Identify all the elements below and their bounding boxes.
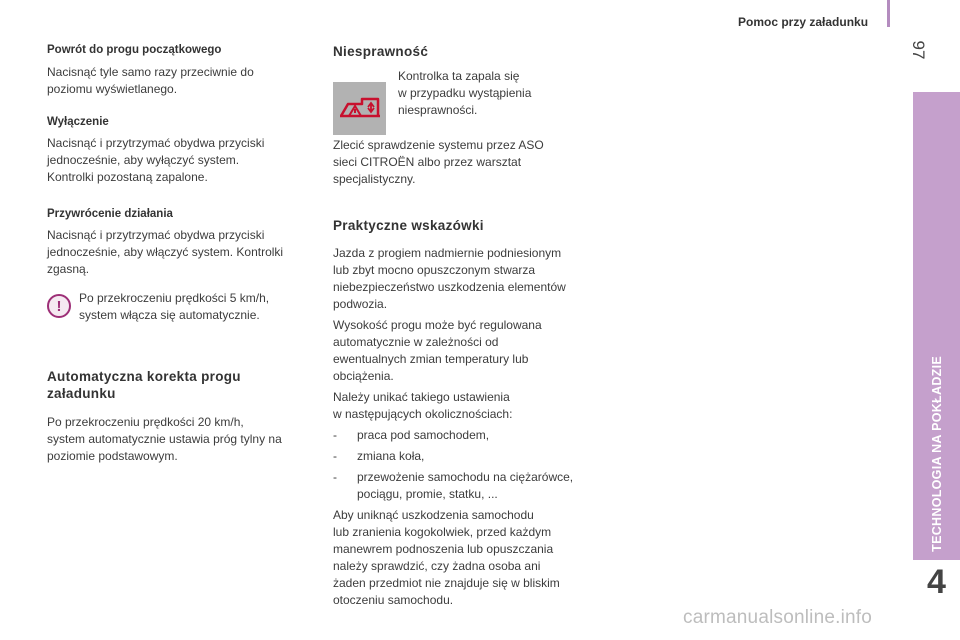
- text-line: Wysokość progu może być regulowana: [333, 318, 542, 332]
- vehicle-fault-icon: [333, 82, 386, 135]
- bullet-text: praca pod samochodem,: [357, 428, 490, 442]
- text-line: Kontrolka ta zapala się: [398, 69, 520, 83]
- text-line: poziomu wyświetlanego.: [47, 82, 178, 96]
- bullet-dash: -: [333, 470, 337, 484]
- text-line: lub zbyt mocno opuszczonym stwarza: [333, 263, 536, 277]
- text-line: jednocześnie, aby włączyć system. Kontrolki: [47, 245, 284, 259]
- header-divider: [887, 0, 890, 27]
- bullet-dash: -: [333, 428, 337, 442]
- page-number: 97: [909, 40, 928, 60]
- section-title-auto: [47, 368, 322, 402]
- text-line: Nacisnąć tyle samo razy przeciwnie do: [47, 65, 254, 79]
- tips-paragraph-1: [333, 245, 623, 313]
- text-line: Nacisnąć i przytrzymać obydwa przyciski: [47, 136, 265, 150]
- text-line: niebezpieczeństwo uszkodzenia elementów: [333, 280, 566, 294]
- title-line: Automatyczna korekta progu: [47, 369, 241, 384]
- text-line: Należy unikać takiego ustawienia: [333, 390, 510, 404]
- text-line: lub zranienia kogokolwiek, przed każdym: [333, 525, 552, 539]
- text-line: Po przekroczeniu prędkości 5 km/h,: [79, 291, 270, 305]
- chapter-tab-label-wrap: [913, 92, 960, 560]
- bullet-text: [357, 469, 573, 503]
- text-line: podwozia.: [333, 297, 388, 311]
- text-line: Aby uniknąć uszkodzenia samochodu: [333, 508, 534, 522]
- section-title-return: Powrót do progu początkowego: [47, 44, 222, 56]
- section-title-off: Wyłączenie: [47, 116, 109, 128]
- text-line: należy sprawdzić, czy żadna osoba ani: [333, 559, 541, 573]
- text-line: niesprawności.: [398, 103, 478, 117]
- text-line: otoczeniu samochodu.: [333, 593, 454, 607]
- section-text-auto: [47, 414, 322, 465]
- middle-column: [333, 43, 623, 609]
- info-note-text: [79, 290, 269, 324]
- list-item: [333, 448, 623, 465]
- tips-paragraph-4: [333, 507, 623, 609]
- list-item: [333, 427, 623, 444]
- text-line: manewrem podnoszenia lub opuszczania: [333, 542, 554, 556]
- text-line: sieci CITROËN albo przez warsztat: [333, 155, 522, 169]
- tips-paragraph-3: [333, 389, 623, 423]
- text-line: specjalistyczny.: [333, 172, 416, 186]
- bullet-dash: -: [333, 449, 337, 463]
- text-line: obciążenia.: [333, 369, 394, 383]
- tips-bullet-list: [333, 427, 623, 503]
- section-title-restore: Przywrócenie działania: [47, 208, 173, 220]
- left-column: [47, 43, 322, 465]
- text-line: w przypadku wystąpienia: [398, 86, 532, 100]
- info-note: [47, 290, 322, 324]
- text-line: w następujących okolicznościach:: [333, 407, 513, 421]
- text-line: system automatycznie ustawia próg tylny na: [47, 432, 282, 446]
- text-line: Jazda z progiem nadmiernie podniesionym: [333, 246, 562, 260]
- text-line: poziomie podstawowym.: [47, 449, 178, 463]
- text-line: system włącza się automatycznie.: [79, 308, 260, 322]
- chapter-tab-label: TECHNOLOGIA NA POKŁADZIE: [929, 356, 944, 552]
- tips-paragraph-2: [333, 317, 623, 385]
- fault-lamp-text: [398, 68, 531, 135]
- text-line: automatycznie w zależności od: [333, 335, 499, 349]
- text-line: żaden przedmiot nie znajduje się w bliskim: [333, 576, 560, 590]
- section-text-return: [47, 64, 322, 98]
- text-line: Zlecić sprawdzenie systemu przez ASO: [333, 138, 544, 152]
- text-line: zgasną.: [47, 262, 90, 276]
- watermark: carmanualsonline.info: [683, 607, 873, 628]
- title-line: załadunku: [47, 386, 116, 401]
- section-text-fault: [333, 137, 623, 188]
- text-line: Kontrolki pozostaną zapalone.: [47, 170, 208, 184]
- section-title-tips: Praktyczne wskazówki: [333, 218, 484, 233]
- text-line: przewożenie samochodu na ciężarówce,: [357, 470, 574, 484]
- text-line: ewentualnych zmian temperatury lub: [333, 352, 529, 366]
- text-line: Po przekroczeniu prędkości 20 km/h,: [47, 415, 244, 429]
- text-line: pociągu, promie, statku, ...: [357, 487, 498, 501]
- section-text-off: [47, 135, 322, 186]
- section-title-fault: Niesprawność: [333, 44, 429, 59]
- chapter-number: 4: [927, 563, 946, 601]
- page-header-title: Pomoc przy załadunku: [738, 15, 869, 29]
- text-line: jednocześnie, aby wyłączyć system.: [47, 153, 240, 167]
- bullet-text: zmiana koła,: [357, 449, 425, 463]
- exclamation-warning-icon: !: [47, 294, 71, 318]
- vehicle-fault-icon-graphic: [338, 92, 382, 126]
- fault-lamp-row: [333, 68, 623, 135]
- text-line: Nacisnąć i przytrzymać obydwa przyciski: [47, 228, 265, 242]
- list-item: [333, 469, 623, 503]
- section-text-restore: [47, 227, 322, 278]
